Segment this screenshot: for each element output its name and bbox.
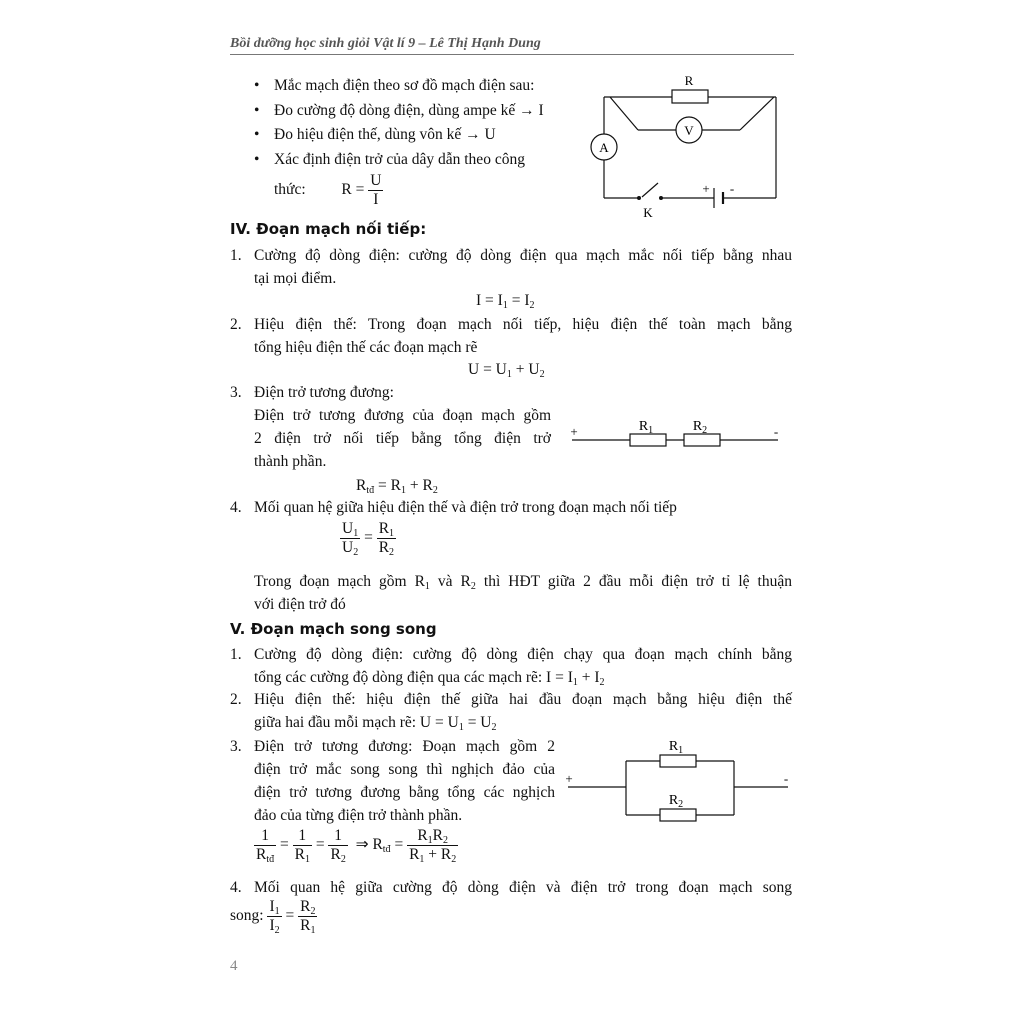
- item-number: 1.: [230, 247, 242, 264]
- section-4-title: IV. Đoạn mạch nối tiếp:: [230, 220, 427, 238]
- fraction: $\frac{U}{I}$: [370, 172, 382, 208]
- item-text: 2 điện trở nối tiếp bằng tổng điện trở: [254, 430, 551, 447]
- minus-sign: -: [773, 424, 779, 439]
- wire: [610, 97, 638, 130]
- r1-label: $R_1$: [668, 739, 684, 756]
- item-number: 3.: [230, 738, 242, 755]
- list-item: Đo cường độ dòng điện, dùng ampe kế → I: [274, 102, 544, 119]
- item-number: 4.: [230, 879, 242, 896]
- item-text: tổng hiệu điện thế các đoạn mạch rẽ: [254, 339, 478, 356]
- switch-contact: [637, 196, 641, 200]
- plus-sign: +: [702, 181, 710, 196]
- resistor-r1: [660, 755, 696, 767]
- fraction: $\frac{R_2}{R_1}$: [300, 898, 316, 936]
- fraction: $\frac{1}{R_{tđ}}$: [256, 827, 275, 865]
- item-text: Hiệu điện thế: Trong đoạn mạch nối tiếp, hiệu điện thế toàn mạch bằng: [254, 316, 792, 333]
- minus-sign: -: [729, 181, 735, 196]
- resistor-r: [672, 90, 708, 103]
- k-label: K: [643, 205, 653, 220]
- item-text: Điện trở tương đương: Đoạn mạch gồm 2: [254, 738, 555, 755]
- bullet-icon: •: [254, 126, 260, 143]
- plus-sign: +: [565, 771, 573, 786]
- item-text: Cường độ dòng điện: cường độ dòng điện qua mạch mắc nối tiếp bằng nhau: [254, 247, 792, 264]
- section-5-title: V. Đoạn mạch song song: [230, 620, 437, 638]
- page-number: 4: [230, 958, 238, 974]
- item-text: tổng các cường độ dòng điện qua các mạch rẽ: $I = I_1 + I_2$: [254, 669, 605, 688]
- fraction: $\frac{R_1}{R_2}$: [378, 520, 395, 558]
- bullet-icon: •: [254, 151, 260, 168]
- item-number: 2.: [230, 691, 242, 708]
- parallel-resistance-formula: $\frac{1}{R_{tđ}}$ = $\frac{1}{R_1}$ = $\frac{1}{R_2}$ ⇒ $R_{tđ}$ = $\frac{R_1R_2}{R_1 + R_2}$: [256, 827, 457, 865]
- item-text: điện trở mắc song song thì nghịch đảo của: [254, 761, 555, 778]
- measurement-circuit-diagram: [580, 70, 790, 220]
- item-text: Cường độ dòng điện: cường độ dòng điện chạy qua đoạn mạch chính bằng: [254, 646, 792, 663]
- item-text: tại mọi điểm.: [254, 270, 337, 287]
- resistance-formula: [274, 172, 383, 209]
- item-number: 3.: [230, 384, 242, 401]
- conclusion-text: Trong đoạn mạch gồm $R_1$ và $R_2$ thì HĐT giữa 2 đầu mỗi điện trở tỉ lệ thuận: [254, 573, 792, 592]
- parallel-circuit-diagram: [560, 735, 796, 830]
- a-label: A: [599, 140, 609, 155]
- minus-sign: -: [783, 771, 789, 786]
- item-text: đảo của từng điện trở thành phần.: [254, 807, 463, 824]
- item-text: điện trở tương đương bằng tổng các nghịch: [254, 784, 555, 801]
- switch-k: [642, 183, 658, 197]
- r1-label: $R_1$: [638, 419, 654, 436]
- item-text: Mối quan hệ giữa hiệu điện thế và điện trở trong đoạn mạch nối tiếp: [254, 499, 677, 516]
- item-text: Mối quan hệ giữa cường độ dòng điện và điện trở trong đoạn mạch song: [254, 879, 792, 896]
- voltage-resistance-ratio: $\frac{U_1}{U_2}$ = $\frac{R_1}{R_2}$: [342, 520, 395, 558]
- bullet-icon: •: [254, 77, 260, 94]
- item-text: Điện trở tương đương của đoạn mạch gồm: [254, 407, 551, 424]
- list-item: Xác định điện trở của dây dẫn theo công: [274, 151, 525, 168]
- fraction: $\frac{1}{R_1}$: [294, 827, 310, 865]
- r2-label: $R_2$: [668, 793, 684, 810]
- running-header: Bồi dưỡng học sinh giỏi Vật lí 9 – Lê Thị Hạnh Dung: [230, 36, 541, 51]
- item-text: Điện trở tương đương:: [254, 384, 394, 401]
- r2-label: $R_2$: [692, 419, 708, 436]
- current-equation: $I = I_1 = I_2$: [476, 292, 535, 311]
- list-item: Đo hiệu điện thế, dùng vôn kế → U: [274, 126, 496, 143]
- fraction: $\frac{U_1}{U_2}$: [342, 520, 359, 558]
- wire: [740, 97, 774, 130]
- fraction: $\frac{1}{R_2}$: [330, 827, 346, 865]
- series-circuit-diagram: [566, 414, 792, 454]
- item-text: giữa hai đầu mỗi mạch rẽ: $U = U_1 = U_2$: [254, 714, 497, 733]
- fraction: $\frac{I_1}{I_2}$: [269, 898, 280, 936]
- equivalent-resistance-series: $R_{tđ} = R_1 + R_2$: [356, 477, 438, 496]
- formula-lead: thức:: [274, 181, 306, 199]
- conclusion-text: với điện trở đó: [254, 596, 346, 613]
- formula-lhs: R =: [341, 181, 365, 199]
- bullet-icon: •: [254, 102, 260, 119]
- voltage-equation: $U = U_1 + U_2$: [468, 361, 545, 380]
- plus-sign: +: [570, 424, 578, 439]
- item-number: 1.: [230, 646, 242, 663]
- item-text: Hiệu điện thế: hiệu điện thế giữa hai đầu đoạn mạch bằng hiệu điện thế: [254, 691, 792, 708]
- list-item: Mắc mạch điện theo sơ đồ mạch điện sau:: [274, 77, 535, 94]
- switch-contact: [659, 196, 663, 200]
- fraction: $\frac{R_1R_2}{R_1 + R_2}$: [409, 827, 457, 865]
- resistor-r2: [660, 809, 696, 821]
- current-resistance-ratio: song: $\frac{I_1}{I_2}$ = $\frac{R_2}{R_1}$: [230, 898, 316, 936]
- item-number: 2.: [230, 316, 242, 333]
- r-label: R: [684, 73, 694, 88]
- header-divider: [230, 54, 794, 55]
- v-label: V: [684, 123, 694, 138]
- item-number: 4.: [230, 499, 242, 516]
- item-text: thành phần.: [254, 453, 327, 470]
